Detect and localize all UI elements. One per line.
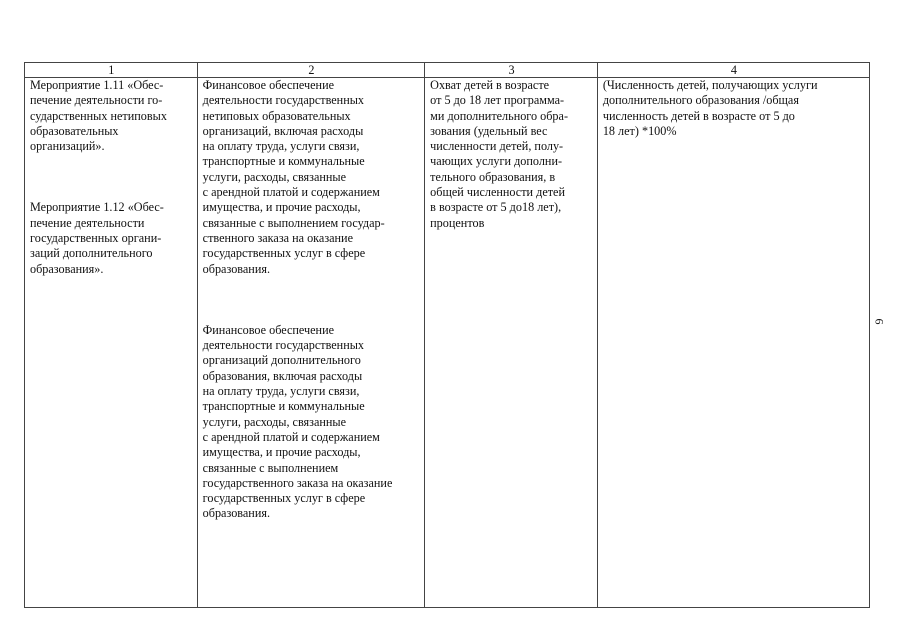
table-header-row [25,63,870,78]
header-col-3: 3 [425,63,598,78]
merged-cell-col-1 [25,78,198,608]
measure-1-11-description: Финансовое обеспечение деятельности государственных нетиповых образовательных организаций, включая расходы на оплату труда, услуги связи, транспортные и коммунальные услуги, расходы, связанные с арендной платой и содержанием имущества, и прочие расходы, связанные с выполнением государ- ственного заказа на оказание государственных услуг в сфере образования. [202,78,385,276]
table-row [25,78,870,608]
indicator-cell [425,78,598,608]
spacer [203,277,421,323]
indicator-formula: (Численность детей, получающих услуги дополнительного образования /общая численность детей в возрасте от 5 до 18 лет) *100% [602,78,818,138]
measures-table [24,62,870,608]
indicator-name: Охват детей в возрасте от 5 до 18 лет программа- ми дополнительного обра- зования (удельный вес численности детей, полу- чающих услуги дополни- тельного образования, в общей численности детей в возрасте от 5 до18 лет), процентов [430,78,568,230]
formula-cell [597,78,869,608]
measure-1-12-title: Мероприятие 1.12 «Обес- печение деятельности государственных органи- заций дополнительного образования». [30,200,164,276]
measure-1-12-description: Финансовое обеспечение деятельности государственных организаций дополнительного образования, включая расходы на оплату труда, услуги связи, транспортные и коммунальные услуги, расходы, связанные с арендной платой и содержанием имущества, и прочие расходы, связанные с выполнением государственного заказа на оказание государственных услуг в сфере образования. [202,322,393,521]
header-col-2: 2 [197,63,425,78]
header-col-1: 1 [25,63,198,78]
spacer [30,154,193,200]
measure-1-11-title: Мероприятие 1.11 «Обес- печение деятельности го- сударственных нетиповых образовательных организаций». [30,78,167,154]
header-col-4: 4 [597,63,869,78]
merged-cell-col-2 [197,78,425,608]
page-number: 6 [872,318,887,325]
